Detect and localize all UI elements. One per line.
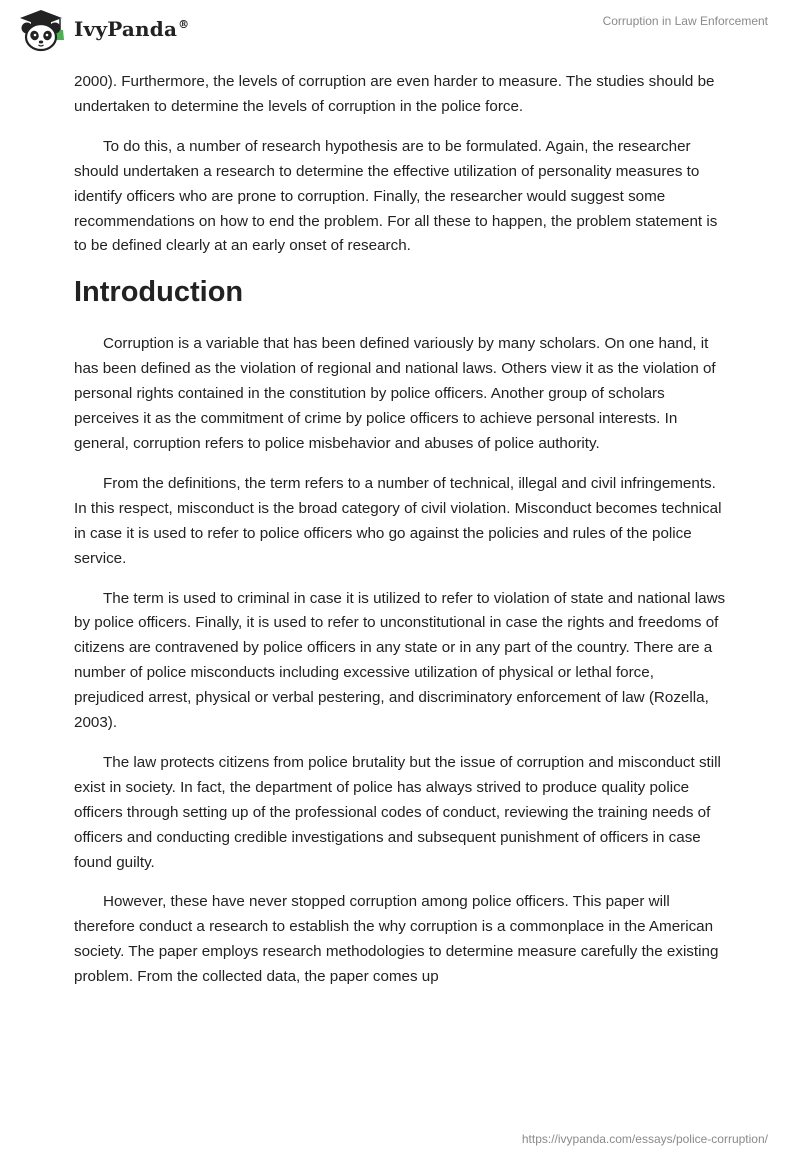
logo-text: IvyPanda: [74, 17, 178, 41]
page-header: [0, 0, 800, 60]
paragraph: To do this, a number of research hypothesis are to be formulated. Again, the researcher should undertaken a research to determine the effective utilization of personality measures to identify officers who are prone to corruption. Finally, the researcher would suggest some recommendations on how to end the problem. For all these to happen, the problem statement is to be defined clearly at an early onset of research.: [74, 137, 718, 255]
logo-wordmark: [74, 17, 189, 41]
paragraph: The term is used to criminal in case it is utilized to refer to violation of state and national laws by police officers. Finally, it is used to refer to unconstitutional in case the rights and freedoms of citizens are contravened by police officers in any state or in any part of the country. There are a number of police misconducts including excessive utilization of physical or lethal force, prejudiced arrest, physical or verbal pestering, and discriminatory enforcement of law (Rozella, 2003).: [74, 589, 726, 732]
paragraph: However, these have never stopped corruption among police officers. This paper will therefore conduct a research to establish the why corruption is a commonplace in the American society. The paper employs research methodologies to determine measure carefully the existing problem. From the collected data, the paper comes up: [74, 893, 719, 986]
running-title: Corruption in Law Enforcement: [602, 14, 768, 28]
panda-logo-icon: [14, 8, 68, 54]
source-url[interactable]: https://ivypanda.com/essays/police-corruption/: [521, 1132, 768, 1146]
paragraph: The law protects citizens from police brutality but the issue of corruption and misconduct still exist in society. In fact, the department of police has always strived to produce quality police officers through setting up of the professional codes of conduct, reviewing the training needs of officers and conducting credible investigations and subsequent punishment of officers in case found guilty.: [74, 753, 721, 871]
section-heading: Introduction: [74, 276, 244, 309]
registered-mark: ®: [178, 18, 190, 32]
essay-content: [74, 70, 726, 1005]
paragraph: 2000). Furthermore, the levels of corruption are even harder to measure. The studies should be undertaken to determine the levels of corruption in the police force.: [74, 73, 715, 115]
paragraph: Corruption is a variable that has been defined variously by many scholars. On one hand, it has been defined as the violation of regional and national laws. Others view it as the violation of personal rights contained in the constitution by police officers. Another group of scholars perceives it as the commitment of crime by police officers to achieve personal interests. In general, corruption refers to police misbehavior and abuses of police authority.: [74, 335, 716, 452]
ivypanda-logo[interactable]: [14, 8, 189, 54]
paragraph: From the definitions, the term refers to a number of technical, illegal and civil infringements. In this respect, misconduct is the broad category of civil violation. Misconduct becomes technical in case it is used to refer to police officers who go against the policies and rules of the police service.: [74, 474, 722, 567]
